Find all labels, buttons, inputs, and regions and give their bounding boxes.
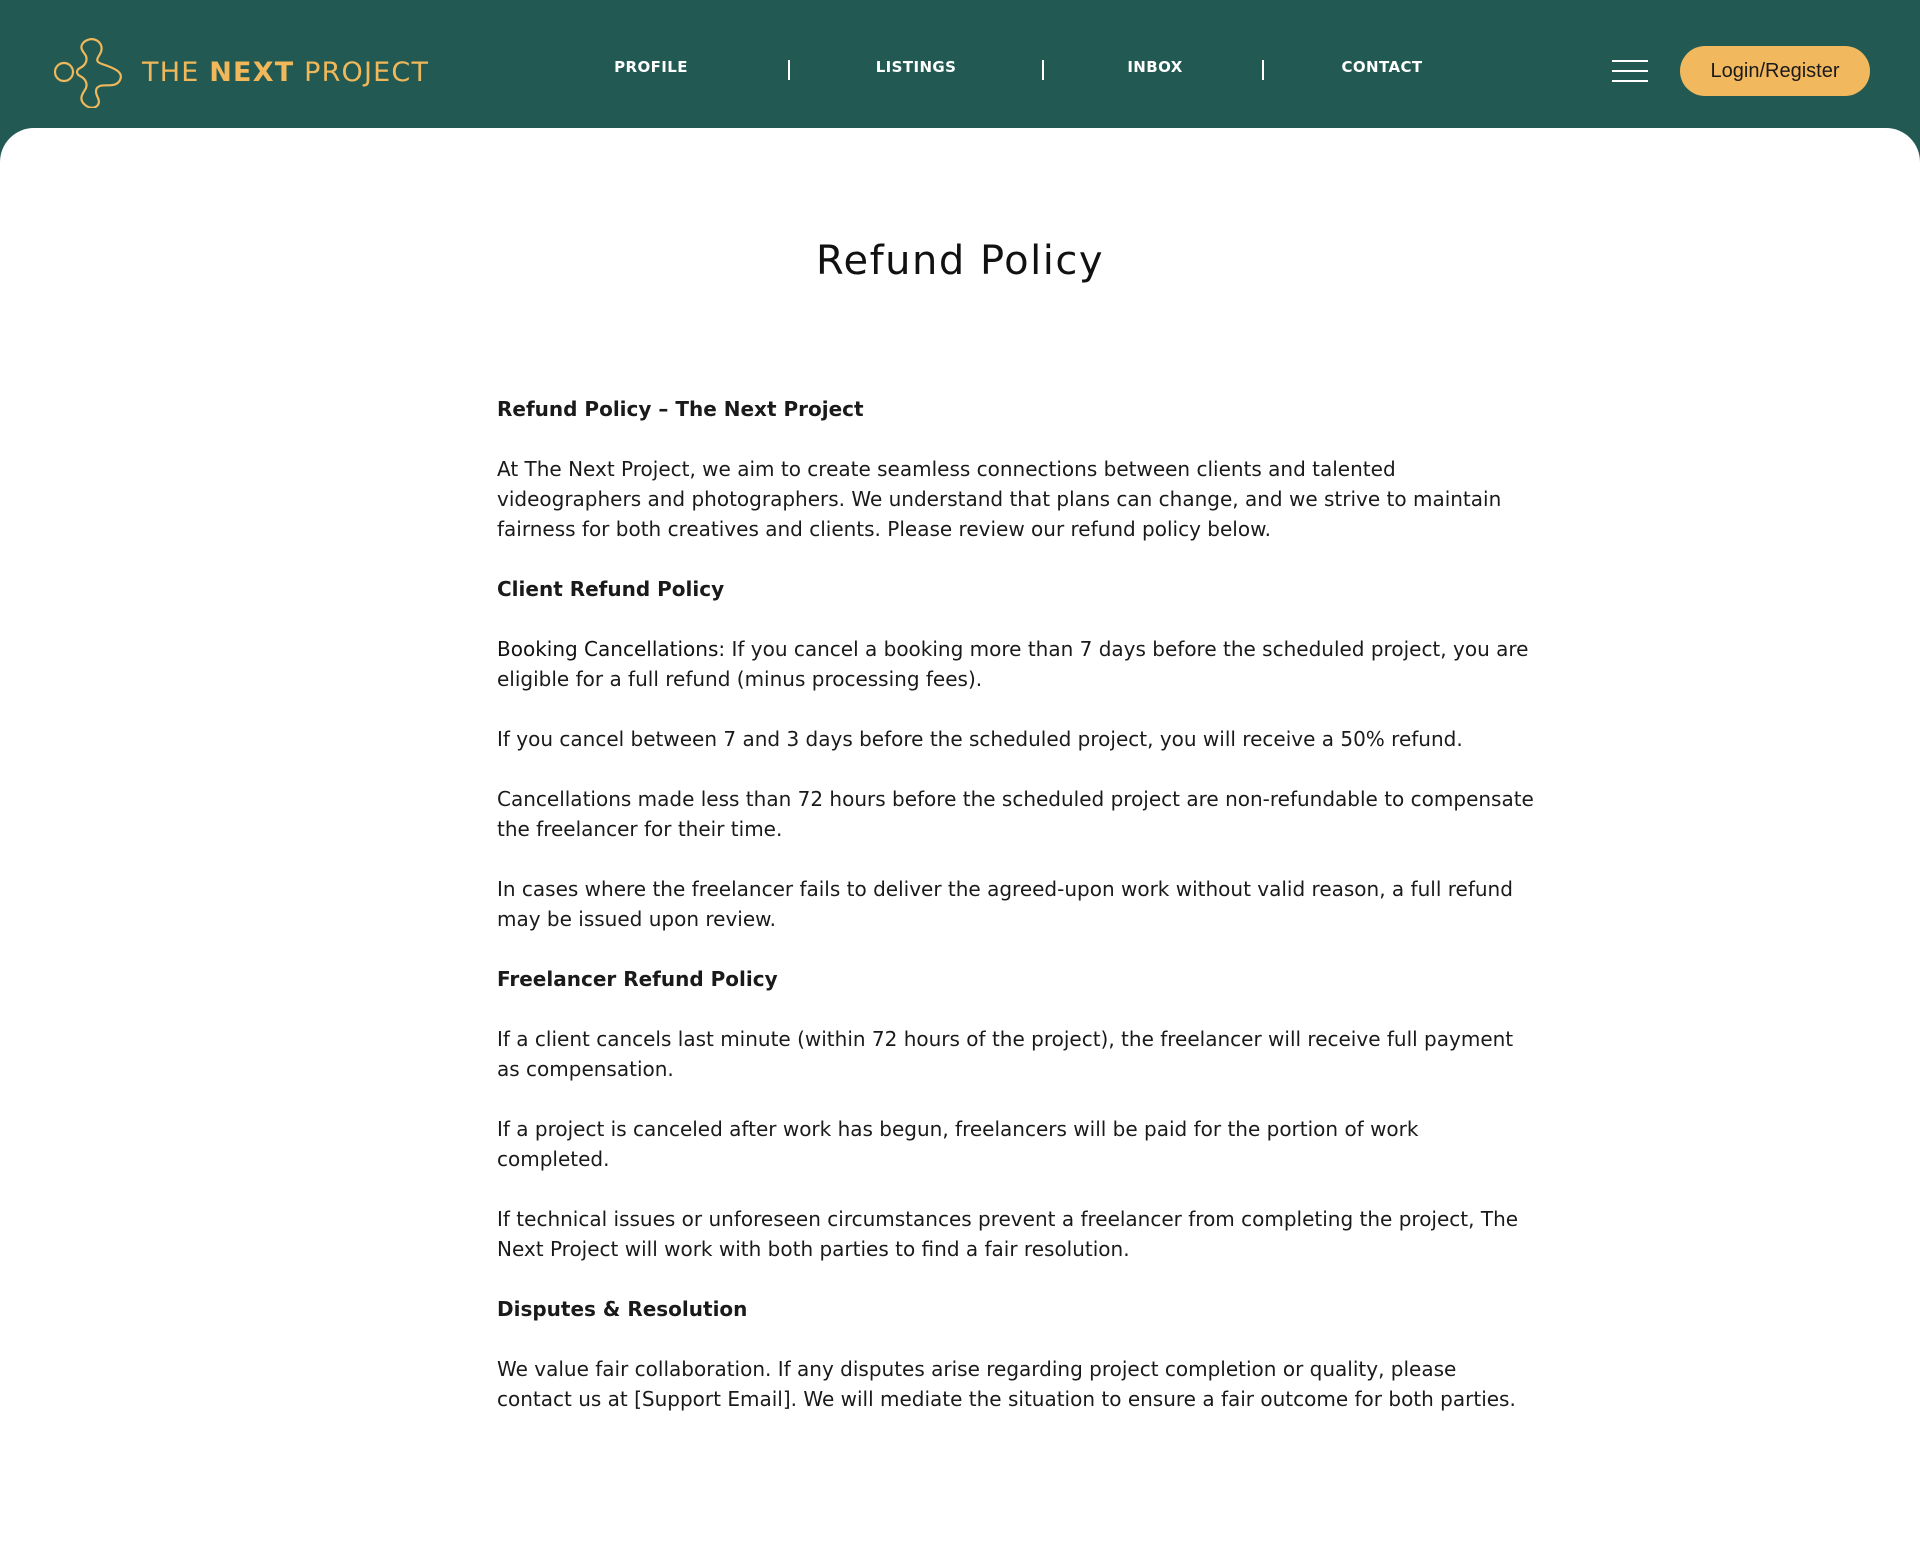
intro-paragraph: At The Next Project, we aim to create seamless connections between clients and talented videographers and photographers. We understand that plans can change, and we strive to maintain fairness for both creatives and clients. Please review our refund policy below. <box>497 457 1502 541</box>
client-paragraph-4: In cases where the freelancer fails to deliver the agreed-upon work without valid reason, a full refund may be issued upon review. <box>497 877 1513 931</box>
intro-heading: Refund Policy – The Next Project <box>497 397 864 421</box>
disputes-paragraph: We value fair collaboration. If any disputes arise regarding project completion or quality, please contact us at [Support Email]. We will mediate the situation to ensure a fair outcome for both parties. <box>497 1357 1516 1411</box>
nav-divider <box>1042 60 1044 80</box>
logo-text-prefix: THE <box>142 56 210 88</box>
hamburger-icon[interactable] <box>1612 58 1648 84</box>
logo-text-suffix: PROJECT <box>294 56 430 88</box>
freelancer-refund-heading: Freelancer Refund Policy <box>497 967 778 991</box>
page-title: Refund Policy <box>815 238 1105 284</box>
disputes-heading: Disputes & Resolution <box>497 1297 748 1321</box>
site-header <box>0 0 1920 128</box>
nav-inbox[interactable]: INBOX <box>1127 58 1183 76</box>
main-content <box>0 128 1920 1565</box>
nav-listings[interactable]: LISTINGS <box>875 58 957 76</box>
booking-cancellations-label: Booking Cancellations: <box>497 637 726 661</box>
freelancer-paragraph-1: If a client cancels last minute (within 72 hours of the project), the freelancer will receive full payment as compensation. <box>497 1027 1514 1081</box>
booking-cancellations-text: If you cancel a booking more than 7 days before the scheduled project, you are eligible for a full refund (minus processing fees). <box>497 637 1529 691</box>
nav-divider <box>1262 60 1264 80</box>
policy-body <box>497 394 1537 1444</box>
freelancer-paragraph-2: If a project is canceled after work has begun, freelancers will be paid for the portion of work completed. <box>497 1117 1419 1171</box>
booking-cancellations-paragraph <box>497 634 1537 694</box>
nav-profile[interactable]: PROFILE <box>614 58 688 76</box>
login-register-button[interactable]: Login/Register <box>1680 46 1870 96</box>
logo-text-bold: NEXT <box>209 56 295 88</box>
client-refund-heading: Client Refund Policy <box>497 577 725 601</box>
freelancer-paragraph-3: If technical issues or unforeseen circumstances prevent a freelancer from completing the project, The Next Project will work with both parties to find a fair resolution. <box>497 1207 1519 1261</box>
client-paragraph-3: Cancellations made less than 72 hours before the scheduled project are non-refundable to compensate the freelancer for their time. <box>497 787 1534 841</box>
nav-contact[interactable]: CONTACT <box>1341 58 1423 76</box>
nav-divider <box>788 60 790 80</box>
client-paragraph-2: If you cancel between 7 and 3 days before the scheduled project, you will receive a 50% refund. <box>497 727 1463 751</box>
